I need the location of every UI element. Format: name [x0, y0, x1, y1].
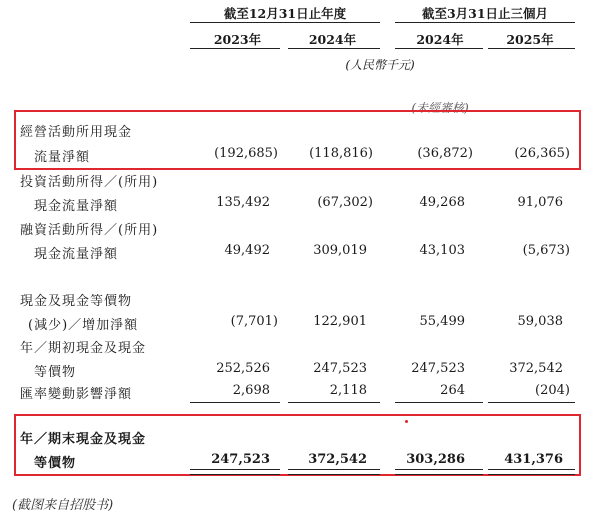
- row-label-closing-1: 年／期末現金及現金: [20, 432, 147, 447]
- year-rule-1: [190, 48, 280, 49]
- cell-investing-2024q: 49,268: [419, 195, 465, 210]
- cell-net-change-2024q: 55,499: [419, 314, 465, 329]
- header-rule-annual: [190, 22, 380, 23]
- unaudited-note: (未經審核): [411, 101, 469, 115]
- subtotal-rule-4: [488, 402, 575, 403]
- cell-fx-2024: 2,118: [329, 383, 367, 398]
- cell-financing-2024: 309,019: [313, 243, 367, 258]
- cell-financing-2024q: 43,103: [419, 243, 465, 258]
- subtotal-rule-1: [190, 402, 280, 403]
- row-label-financing-2: 現金流量淨額: [34, 247, 119, 262]
- total-underline-4: [488, 469, 575, 475]
- year-rule-2: [288, 48, 380, 49]
- subtotal-rule-2: [288, 402, 380, 403]
- row-label-investing-1: 投資活動所得／(所用): [20, 175, 159, 190]
- row-label-operating-2: 流量淨額: [34, 150, 91, 165]
- header-rule-quarterly: [395, 22, 575, 23]
- row-label-fx-effect: 匯率變動影響淨額: [20, 387, 133, 402]
- year-rule-3: [395, 48, 483, 49]
- cell-closing-2025q: 431,376: [504, 452, 563, 467]
- period-header-quarterly: 截至3月31日止三個月: [421, 6, 549, 21]
- total-underline-2: [288, 469, 380, 475]
- row-label-closing-2: 等價物: [34, 456, 77, 471]
- year-col-1: 2023年: [213, 32, 262, 47]
- year-col-2: 2024年: [308, 32, 357, 47]
- year-col-3: 2024年: [416, 32, 464, 47]
- row-label-investing-2: 現金流量淨額: [34, 199, 119, 214]
- cell-closing-2024q: 303,286: [406, 452, 465, 467]
- row-label-opening-2: 等價物: [34, 365, 77, 380]
- cell-investing-2023: 135,492: [216, 195, 270, 210]
- highlight-box-operating: [14, 110, 581, 170]
- cell-net-change-2024: 122,901: [313, 314, 367, 329]
- cell-opening-2023: 252,526: [216, 361, 270, 376]
- cell-net-change-2023: (7,701): [230, 314, 278, 329]
- cell-closing-2024: 372,542: [308, 452, 367, 467]
- subtotal-rule-3: [395, 402, 483, 403]
- cell-opening-2025q: 372,542: [509, 361, 563, 376]
- cell-investing-2024: (67,302): [317, 195, 373, 210]
- cell-operating-2025q: (26,365): [514, 146, 570, 161]
- cell-financing-2025q: (5,673): [522, 243, 570, 258]
- cell-operating-2024: (118,816): [309, 146, 373, 161]
- row-label-financing-1: 融資活動所得／(所用): [20, 223, 159, 238]
- row-label-operating-1: 經營活動所用現金: [20, 125, 133, 140]
- cell-fx-2024q: 264: [440, 383, 465, 398]
- cell-opening-2024q: 247,523: [411, 361, 465, 376]
- cell-operating-2024q: (36,872): [417, 146, 473, 161]
- total-underline-1: [190, 469, 280, 475]
- cell-net-change-2025q: 59,038: [517, 314, 563, 329]
- period-header-annual: 截至12月31日止年度: [223, 6, 347, 21]
- row-label-opening-1: 年／期初現金及現金: [20, 341, 147, 356]
- year-col-4: 2025年: [506, 32, 554, 47]
- total-underline-3: [395, 469, 483, 475]
- cell-investing-2025q: 91,076: [517, 195, 563, 210]
- cell-closing-2023: 247,523: [211, 452, 270, 467]
- source-caption: (截图来自招股书): [12, 498, 114, 513]
- cell-opening-2024: 247,523: [313, 361, 367, 376]
- year-rule-4: [488, 48, 575, 49]
- cell-fx-2023: 2,698: [232, 383, 270, 398]
- row-label-net-change-1: 現金及現金等價物: [20, 294, 133, 309]
- cell-financing-2023: 49,492: [224, 243, 270, 258]
- row-label-net-change-2: (減少)／增加淨額: [28, 318, 139, 333]
- currency-note: (人民幣千元): [345, 58, 415, 72]
- cell-fx-2025q: (204): [535, 383, 570, 398]
- cell-operating-2023: (192,685): [214, 146, 278, 161]
